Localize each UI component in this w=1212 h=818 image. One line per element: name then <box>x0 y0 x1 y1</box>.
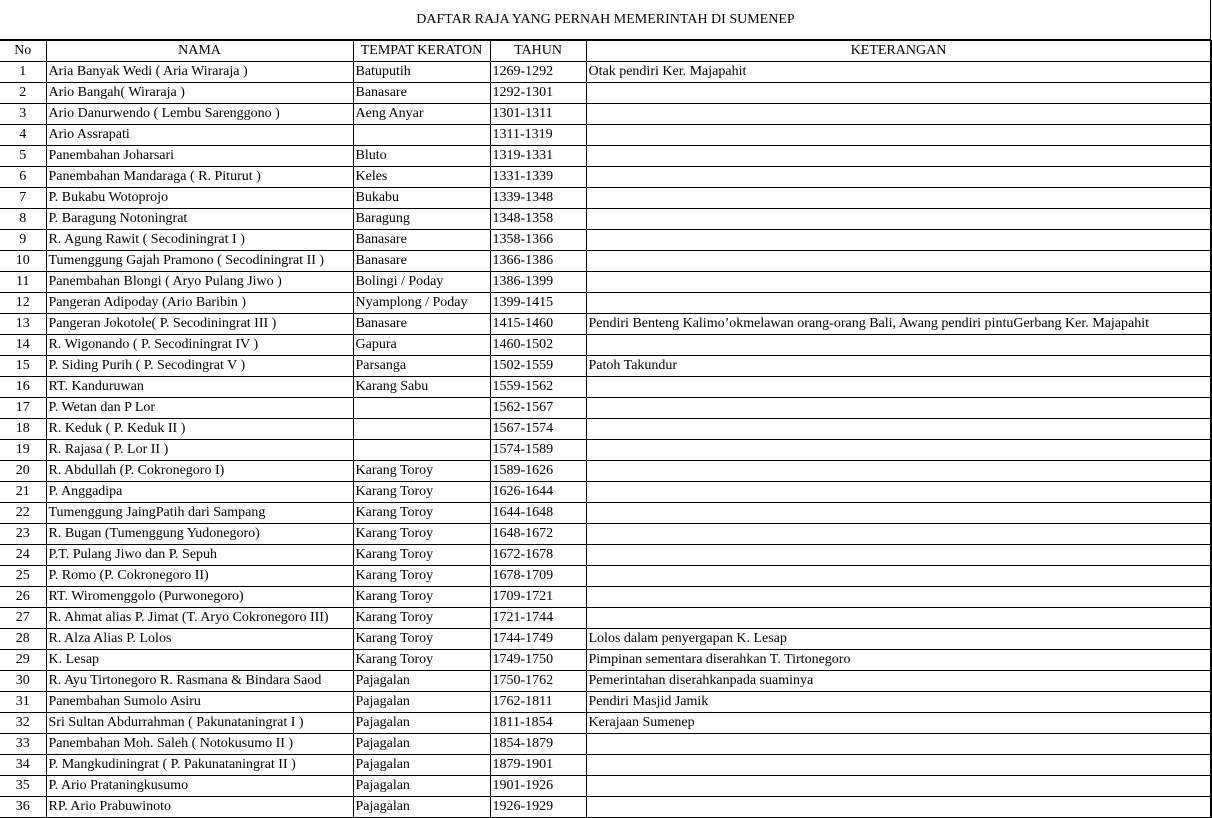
cell-keterangan[interactable] <box>586 608 1211 629</box>
cell-tempat-keraton[interactable]: Banasare <box>353 314 490 335</box>
cell-nama[interactable]: R. Alza Alias P. Lolos <box>46 629 353 650</box>
cell-keterangan[interactable] <box>586 293 1211 314</box>
cell-keterangan[interactable] <box>586 272 1211 293</box>
cell-keterangan[interactable]: Pendiri Benteng Kalimo’okmelawan orang-orang Bali, Awang pendiri pintuGerbang Ker. Majapahit <box>586 314 1211 335</box>
table-row <box>0 629 1211 650</box>
cell-nama[interactable]: P. Anggadipa <box>46 482 353 503</box>
header-row <box>0 41 1211 62</box>
cell-nama[interactable]: P. Wetan dan P Lor <box>46 398 353 419</box>
cell-tahun[interactable]: 1644-1648 <box>490 503 586 524</box>
cell-tempat-keraton[interactable]: Karang Toroy <box>353 545 490 566</box>
cell-no[interactable]: 18 <box>0 419 46 440</box>
cell-no[interactable]: 2 <box>0 83 46 104</box>
cell-nama[interactable]: Panembahan Joharsari <box>46 146 353 167</box>
cell-keterangan[interactable] <box>586 230 1211 251</box>
kings-table <box>0 40 1212 818</box>
cell-tahun[interactable]: 1750-1762 <box>490 671 586 692</box>
cell-no[interactable]: 19 <box>0 440 46 461</box>
table-row <box>0 650 1211 671</box>
cell-nama[interactable]: Tumenggung Gajah Pramono ( Secodiningrat II ) <box>46 251 353 272</box>
table-row <box>0 671 1211 692</box>
cell-tempat-keraton[interactable]: Aeng Anyar <box>353 104 490 125</box>
table-row <box>0 398 1211 419</box>
cell-keterangan[interactable] <box>586 440 1211 461</box>
cell-no[interactable]: 20 <box>0 461 46 482</box>
cell-tempat-keraton[interactable]: Karang Toroy <box>353 461 490 482</box>
cell-nama[interactable]: Panembahan Blongi ( Aryo Pulang Jiwo ) <box>46 272 353 293</box>
cell-tahun[interactable]: 1721-1744 <box>490 608 586 629</box>
cell-keterangan[interactable] <box>586 335 1211 356</box>
cell-nama[interactable]: P. Baragung Notoningrat <box>46 209 353 230</box>
cell-keterangan[interactable]: Lolos dalam penyergapan K. Lesap <box>586 629 1211 650</box>
cell-tempat-keraton[interactable]: Banasare <box>353 83 490 104</box>
cell-tahun[interactable]: 1366-1386 <box>490 251 586 272</box>
cell-keterangan[interactable] <box>586 587 1211 608</box>
cell-no[interactable]: 8 <box>0 209 46 230</box>
table-title: DAFTAR RAJA YANG PERNAH MEMERINTAH DI SUMENEP <box>0 0 1211 40</box>
cell-nama[interactable]: R. Wigonando ( P. Secodiningrat IV ) <box>46 335 353 356</box>
cell-keterangan[interactable] <box>586 146 1211 167</box>
cell-tahun[interactable]: 1678-1709 <box>490 566 586 587</box>
cell-nama[interactable]: RT. Kanduruwan <box>46 377 353 398</box>
cell-nama[interactable]: Pangeran Jokotole( P. Secodiningrat III ) <box>46 314 353 335</box>
table-row <box>0 356 1211 377</box>
cell-keterangan[interactable] <box>586 125 1211 146</box>
cell-keterangan[interactable] <box>586 251 1211 272</box>
cell-tempat-keraton[interactable]: Banasare <box>353 251 490 272</box>
cell-nama[interactable]: Tumenggung JaingPatih dari Sampang <box>46 503 353 524</box>
cell-keterangan[interactable] <box>586 461 1211 482</box>
cell-no[interactable]: 33 <box>0 734 46 755</box>
cell-tempat-keraton[interactable]: Pajagalan <box>353 713 490 734</box>
table-row <box>0 734 1211 755</box>
cell-tempat-keraton[interactable] <box>353 440 490 461</box>
cell-tempat-keraton[interactable]: Bluto <box>353 146 490 167</box>
table-row <box>0 377 1211 398</box>
table-row <box>0 83 1211 104</box>
cell-keterangan[interactable] <box>586 398 1211 419</box>
cell-tahun[interactable]: 1574-1589 <box>490 440 586 461</box>
cell-no[interactable]: 26 <box>0 587 46 608</box>
cell-no[interactable]: 14 <box>0 335 46 356</box>
cell-tahun[interactable]: 1292-1301 <box>490 83 586 104</box>
cell-keterangan[interactable] <box>586 209 1211 230</box>
table-row <box>0 230 1211 251</box>
cell-no[interactable]: 27 <box>0 608 46 629</box>
cell-tempat-keraton[interactable]: Karang Toroy <box>353 650 490 671</box>
table-row <box>0 482 1211 503</box>
cell-nama[interactable]: Pangeran Adipoday (Ario Baribin ) <box>46 293 353 314</box>
cell-nama[interactable]: R. Bugan (Tumenggung Yudonegoro) <box>46 524 353 545</box>
cell-tahun[interactable]: 1709-1721 <box>490 587 586 608</box>
header-tahun[interactable]: TAHUN <box>490 41 586 62</box>
cell-nama[interactable]: Panembahan Sumolo Asiru <box>46 692 353 713</box>
cell-nama[interactable]: R. Agung Rawit ( Secodiningrat I ) <box>46 230 353 251</box>
cell-tempat-keraton[interactable]: Karang Toroy <box>353 566 490 587</box>
cell-tahun[interactable]: 1311-1319 <box>490 125 586 146</box>
cell-tahun[interactable]: 1589-1626 <box>490 461 586 482</box>
cell-tahun[interactable]: 1386-1399 <box>490 272 586 293</box>
cell-nama[interactable]: P. Bukabu Wotoprojo <box>46 188 353 209</box>
cell-nama[interactable]: Aria Banyak Wedi ( Aria Wiraraja ) <box>46 62 353 83</box>
cell-tahun[interactable]: 1879-1901 <box>490 755 586 776</box>
cell-tahun[interactable]: 1301-1311 <box>490 104 586 125</box>
cell-nama[interactable]: Ario Bangah( Wiraraja ) <box>46 83 353 104</box>
table-row <box>0 776 1211 797</box>
cell-keterangan[interactable]: Pemerintahan diserahkanpada suaminya <box>586 671 1211 692</box>
cell-tahun[interactable]: 1269-1292 <box>490 62 586 83</box>
cell-nama[interactable]: P. Mangkudiningrat ( P. Pakunataningrat II ) <box>46 755 353 776</box>
cell-keterangan[interactable]: Otak pendiri Ker. Majapahit <box>586 62 1211 83</box>
cell-no[interactable]: 32 <box>0 713 46 734</box>
cell-nama[interactable]: R. Rajasa ( P. Lor II ) <box>46 440 353 461</box>
table-row <box>0 314 1211 335</box>
cell-tempat-keraton[interactable]: Karang Toroy <box>353 629 490 650</box>
cell-tempat-keraton[interactable]: Pajagalan <box>353 797 490 818</box>
cell-tempat-keraton[interactable]: Pajagalan <box>353 734 490 755</box>
cell-tempat-keraton[interactable]: Keles <box>353 167 490 188</box>
cell-no[interactable]: 24 <box>0 545 46 566</box>
cell-keterangan[interactable] <box>586 167 1211 188</box>
table-row <box>0 251 1211 272</box>
cell-nama[interactable]: P. Ario Prataningkusumo <box>46 776 353 797</box>
cell-no[interactable]: 35 <box>0 776 46 797</box>
cell-tahun[interactable]: 1358-1366 <box>490 230 586 251</box>
table-row <box>0 209 1211 230</box>
cell-tempat-keraton[interactable]: Batuputih <box>353 62 490 83</box>
table-row <box>0 125 1211 146</box>
cell-tahun[interactable]: 1762-1811 <box>490 692 586 713</box>
table-row <box>0 797 1211 818</box>
cell-no[interactable]: 10 <box>0 251 46 272</box>
cell-tahun[interactable]: 1901-1926 <box>490 776 586 797</box>
cell-tahun[interactable]: 1331-1339 <box>490 167 586 188</box>
cell-tahun[interactable]: 1854-1879 <box>490 734 586 755</box>
table-row <box>0 440 1211 461</box>
cell-nama[interactable]: R. Keduk ( P. Keduk II ) <box>46 419 353 440</box>
header-no[interactable]: No <box>0 41 46 62</box>
cell-no[interactable]: 1 <box>0 62 46 83</box>
cell-tempat-keraton[interactable]: Karang Toroy <box>353 608 490 629</box>
cell-no[interactable]: 5 <box>0 146 46 167</box>
cell-tempat-keraton[interactable]: Pajagalan <box>353 776 490 797</box>
table-row <box>0 146 1211 167</box>
table-row <box>0 335 1211 356</box>
cell-tahun[interactable]: 1749-1750 <box>490 650 586 671</box>
table-row <box>0 545 1211 566</box>
cell-tempat-keraton[interactable]: Parsanga <box>353 356 490 377</box>
cell-keterangan[interactable] <box>586 188 1211 209</box>
cell-tempat-keraton[interactable]: Pajagalan <box>353 671 490 692</box>
cell-keterangan[interactable] <box>586 83 1211 104</box>
cell-nama[interactable]: R. Ayu Tirtonegoro R. Rasmana & Bindara Saod <box>46 671 353 692</box>
cell-tahun[interactable]: 1811-1854 <box>490 713 586 734</box>
cell-no[interactable]: 28 <box>0 629 46 650</box>
cell-no[interactable]: 36 <box>0 797 46 818</box>
cell-keterangan[interactable] <box>586 545 1211 566</box>
cell-tempat-keraton[interactable]: Nyamplong / Poday <box>353 293 490 314</box>
table-row <box>0 755 1211 776</box>
cell-keterangan[interactable] <box>586 482 1211 503</box>
cell-tempat-keraton[interactable] <box>353 125 490 146</box>
cell-no[interactable]: 25 <box>0 566 46 587</box>
cell-tahun[interactable]: 1339-1348 <box>490 188 586 209</box>
cell-keterangan[interactable]: Kerajaan Sumenep <box>586 713 1211 734</box>
cell-nama[interactable]: RT. Wiromenggolo (Purwonegoro) <box>46 587 353 608</box>
cell-keterangan[interactable] <box>586 776 1211 797</box>
cell-no[interactable]: 34 <box>0 755 46 776</box>
cell-keterangan[interactable] <box>586 104 1211 125</box>
cell-tahun[interactable]: 1672-1678 <box>490 545 586 566</box>
cell-nama[interactable]: K. Lesap <box>46 650 353 671</box>
cell-tahun[interactable]: 1348-1358 <box>490 209 586 230</box>
cell-tahun[interactable]: 1926-1929 <box>490 797 586 818</box>
cell-keterangan[interactable] <box>586 377 1211 398</box>
cell-tahun[interactable]: 1562-1567 <box>490 398 586 419</box>
table-row <box>0 461 1211 482</box>
cell-keterangan[interactable]: Pendiri Masjid Jamik <box>586 692 1211 713</box>
cell-nama[interactable]: Ario Assrapati <box>46 125 353 146</box>
cell-keterangan[interactable] <box>586 566 1211 587</box>
cell-tempat-keraton[interactable]: Banasare <box>353 230 490 251</box>
table-row <box>0 272 1211 293</box>
cell-tempat-keraton[interactable]: Bukabu <box>353 188 490 209</box>
table-row <box>0 104 1211 125</box>
table-row <box>0 566 1211 587</box>
cell-nama[interactable]: R. Ahmat alias P. Jimat (T. Aryo Cokronegoro III) <box>46 608 353 629</box>
cell-tahun[interactable]: 1559-1562 <box>490 377 586 398</box>
cell-tempat-keraton[interactable]: Karang Toroy <box>353 503 490 524</box>
cell-nama[interactable]: Ario Danurwendo ( Lembu Sarenggono ) <box>46 104 353 125</box>
cell-tempat-keraton[interactable]: Pajagalan <box>353 692 490 713</box>
cell-keterangan[interactable] <box>586 503 1211 524</box>
cell-no[interactable]: 22 <box>0 503 46 524</box>
cell-no[interactable]: 7 <box>0 188 46 209</box>
cell-nama[interactable]: P. Siding Purih ( P. Secodingrat V ) <box>46 356 353 377</box>
cell-tahun[interactable]: 1648-1672 <box>490 524 586 545</box>
cell-nama[interactable]: RP. Ario Prabuwinoto <box>46 797 353 818</box>
table-row <box>0 293 1211 314</box>
cell-nama[interactable]: R. Abdullah (P. Cokronegoro I) <box>46 461 353 482</box>
table-row <box>0 692 1211 713</box>
cell-tahun[interactable]: 1626-1644 <box>490 482 586 503</box>
cell-keterangan[interactable]: Patoh Takundur <box>586 356 1211 377</box>
cell-tahun[interactable]: 1502-1559 <box>490 356 586 377</box>
cell-keterangan[interactable] <box>586 734 1211 755</box>
table-row <box>0 62 1211 83</box>
cell-nama[interactable]: P. Romo (P. Cokronegoro II) <box>46 566 353 587</box>
cell-tahun[interactable]: 1744-1749 <box>490 629 586 650</box>
cell-keterangan[interactable] <box>586 524 1211 545</box>
cell-no[interactable]: 11 <box>0 272 46 293</box>
cell-tempat-keraton[interactable] <box>353 419 490 440</box>
cell-tempat-keraton[interactable]: Baragung <box>353 209 490 230</box>
table-row <box>0 587 1211 608</box>
cell-no[interactable]: 31 <box>0 692 46 713</box>
cell-tempat-keraton[interactable]: Karang Toroy <box>353 482 490 503</box>
cell-no[interactable]: 30 <box>0 671 46 692</box>
cell-nama[interactable]: Sri Sultan Abdurrahman ( Pakunataningrat I ) <box>46 713 353 734</box>
table-row <box>0 188 1211 209</box>
cell-no[interactable]: 21 <box>0 482 46 503</box>
table-row <box>0 503 1211 524</box>
table-row <box>0 713 1211 734</box>
cell-no[interactable]: 6 <box>0 167 46 188</box>
cell-tahun[interactable]: 1567-1574 <box>490 419 586 440</box>
cell-nama[interactable]: Panembahan Mandaraga ( R. Piturut ) <box>46 167 353 188</box>
cell-keterangan[interactable] <box>586 755 1211 776</box>
cell-no[interactable]: 12 <box>0 293 46 314</box>
cell-keterangan[interactable] <box>586 419 1211 440</box>
cell-no[interactable]: 17 <box>0 398 46 419</box>
cell-keterangan[interactable]: Pimpinan sementara diserahkan T. Tirtonegoro <box>586 650 1211 671</box>
cell-no[interactable]: 29 <box>0 650 46 671</box>
table-row <box>0 419 1211 440</box>
cell-keterangan[interactable] <box>586 797 1211 818</box>
table-row <box>0 167 1211 188</box>
cell-no[interactable]: 16 <box>0 377 46 398</box>
cell-tahun[interactable]: 1399-1415 <box>490 293 586 314</box>
cell-tempat-keraton[interactable]: Karang Sabu <box>353 377 490 398</box>
cell-tahun[interactable]: 1415-1460 <box>490 314 586 335</box>
cell-tempat-keraton[interactable]: Bolingi / Poday <box>353 272 490 293</box>
cell-tempat-keraton[interactable]: Karang Toroy <box>353 587 490 608</box>
cell-tempat-keraton[interactable]: Karang Toroy <box>353 524 490 545</box>
cell-nama[interactable]: P.T. Pulang Jiwo dan P. Sepuh <box>46 545 353 566</box>
cell-tempat-keraton[interactable] <box>353 398 490 419</box>
cell-tahun[interactable]: 1319-1331 <box>490 146 586 167</box>
cell-no[interactable]: 3 <box>0 104 46 125</box>
header-keterangan[interactable]: KETERANGAN <box>586 41 1211 62</box>
table-row <box>0 524 1211 545</box>
cell-tempat-keraton[interactable]: Pajagalan <box>353 755 490 776</box>
cell-tahun[interactable]: 1460-1502 <box>490 335 586 356</box>
cell-tempat-keraton[interactable]: Gapura <box>353 335 490 356</box>
cell-no[interactable]: 4 <box>0 125 46 146</box>
cell-no[interactable]: 9 <box>0 230 46 251</box>
cell-no[interactable]: 13 <box>0 314 46 335</box>
cell-no[interactable]: 15 <box>0 356 46 377</box>
header-tempat-keraton[interactable]: TEMPAT KERATON <box>353 41 490 62</box>
table-row <box>0 608 1211 629</box>
cell-nama[interactable]: Panembahan Moh. Saleh ( Notokusumo II ) <box>46 734 353 755</box>
cell-no[interactable]: 23 <box>0 524 46 545</box>
header-nama[interactable]: NAMA <box>46 41 353 62</box>
